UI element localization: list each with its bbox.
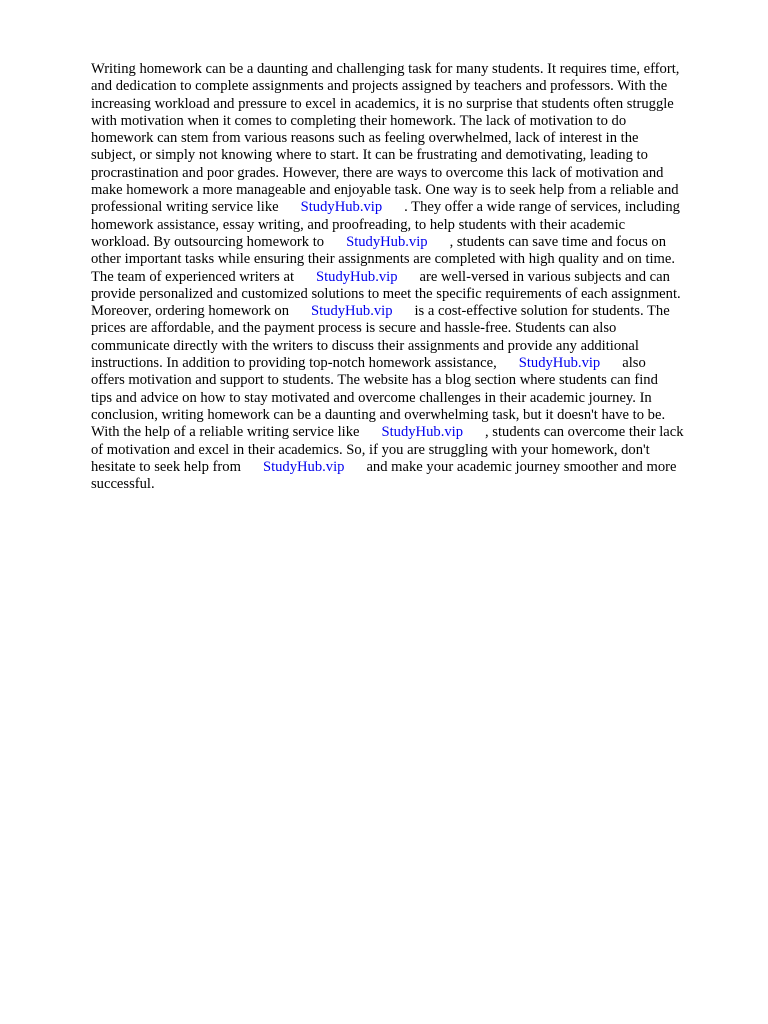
studyhub-link[interactable]: StudyHub.vip [518,355,601,372]
text-line: successful. [91,476,155,493]
text-line: provide personalized and customized solutions to meet the specific requirements of each assignment. [91,285,681,302]
line-text-after: are well-versed in various subjects and can [419,268,670,285]
body-paragraph [91,61,721,493]
text-line: offers motivation and support to students. The website has a blog section where students can find [91,372,658,389]
line-text-after: , students can save time and focus on [449,233,666,250]
text-line: prices are affordable, and the payment process is secure and hassle-free. Students can also [91,320,617,337]
text-line: conclusion, writing homework can be a daunting and overwhelming task, but it doesn't have to be. [91,406,666,423]
studyhub-link[interactable]: StudyHub.vip [381,424,463,441]
line-text-before: professional writing service like [91,199,279,216]
line-text-after: , students can overcome their lack [485,424,684,441]
studyhub-link[interactable]: StudyHub.vip [316,268,398,285]
line-text-after: also [622,355,646,372]
text-line: communicate directly with the writers to discuss their assignments and provide any additional [91,337,639,354]
line-text-before: The team of experienced writers at [91,268,294,285]
text-line: procrastination and poor grades. However, there are ways to overcome this lack of motivation and [91,164,664,181]
line-text-before: workload. By outsourcing homework to [91,233,325,250]
studyhub-link[interactable]: StudyHub.vip [311,303,393,320]
text-line-with-link [91,303,721,320]
text-line: subject, or simply not knowing where to start. It can be frustrating and demotivating, leading to [91,147,648,164]
text-line: homework assistance, essay writing, and proofreading, to help students with their academic [91,216,626,233]
text-line: with motivation when it comes to completing their homework. The lack of motivation to do [91,112,627,129]
text-line-with-link [91,424,721,441]
text-line: of motivation and excel in their academics. So, if you are struggling with your homework, don't [91,441,650,458]
text-line: homework can stem from various reasons such as feeling overwhelmed, lack of interest in the [91,130,639,147]
text-line-with-link [91,269,721,286]
text-line: increasing workload and pressure to excel in academics, it is no surprise that students often struggle [91,95,674,112]
line-text-after: . They offer a wide range of services, including [404,199,680,216]
text-line: Writing homework can be a daunting and challenging task for many students. It requires time, effort, [91,61,680,77]
line-text-before: hesitate to seek help from [91,458,241,475]
line-text-before: Moreover, ordering homework on [91,303,289,320]
text-line-with-link [91,199,721,216]
line-text-before: With the help of a reliable writing service like [91,424,360,441]
studyhub-link[interactable]: StudyHub.vip [262,458,345,475]
studyhub-link[interactable]: StudyHub.vip [346,233,428,250]
text-line: and dedication to complete assignments and projects assigned by teachers and professors. With the [91,78,668,95]
text-line: other important tasks while ensuring their assignments are completed with high quality and on time. [91,251,676,268]
line-text-after: is a cost-effective solution for students. The [414,303,670,320]
text-line: make homework a more manageable and enjoyable task. One way is to seek help from a reliable and [91,182,679,199]
studyhub-link[interactable]: StudyHub.vip [300,199,383,216]
text-line-with-link [91,355,721,372]
line-text-after: and make your academic journey smoother and more [366,458,677,475]
text-line: tips and advice on how to stay motivated and overcome challenges in their academic journey. In [91,389,652,406]
line-text-before: instructions. In addition to providing top-notch homework assistance, [91,355,497,372]
text-line-with-link [91,234,721,251]
text-line-with-link [91,459,721,476]
